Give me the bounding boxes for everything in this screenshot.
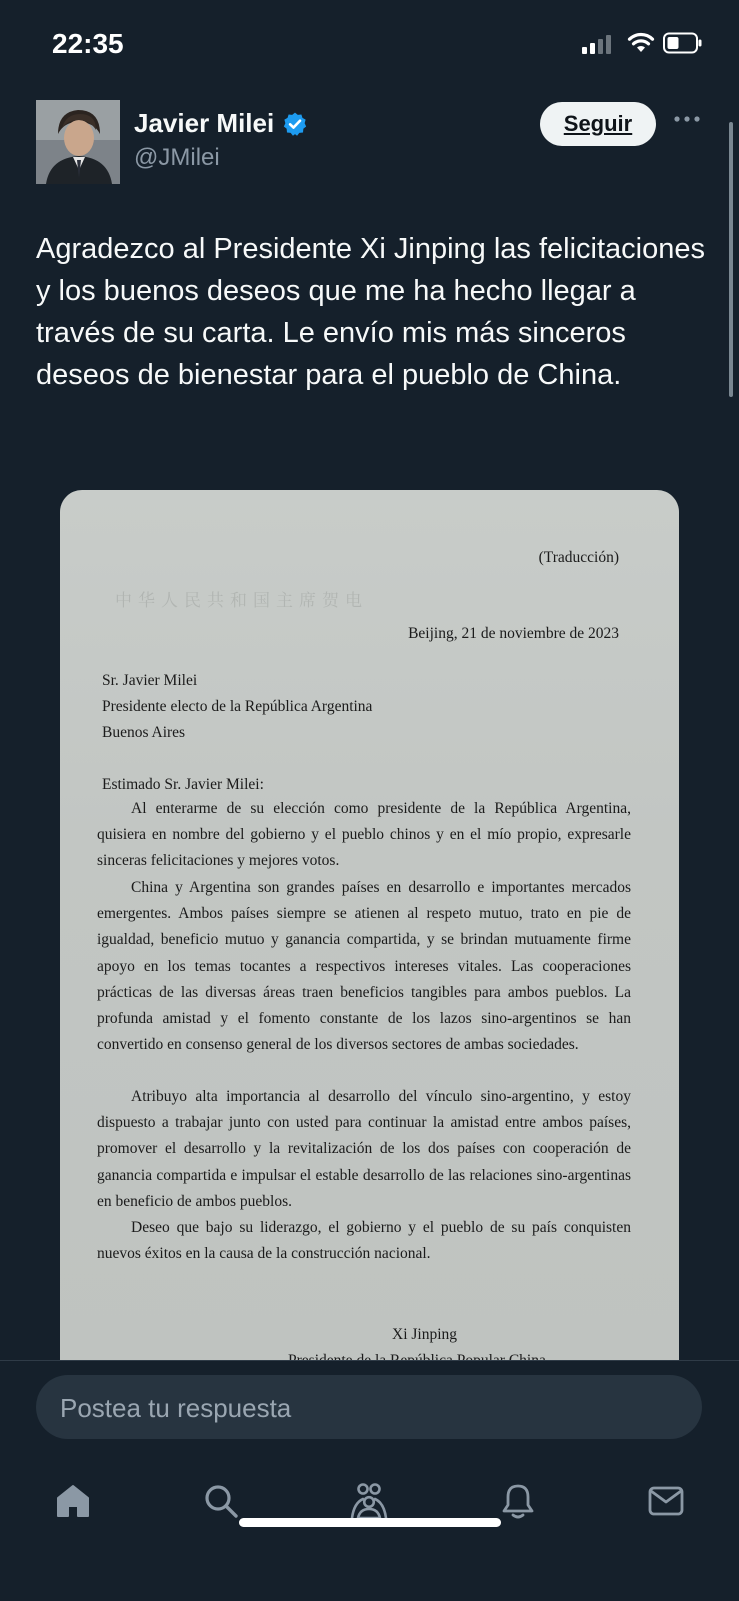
author-handle[interactable]: @JMilei <box>134 144 220 171</box>
letter-paragraph: China y Argentina son grandes países en desarrollo e importantes mercados emergentes. Ambos países siempre se atienen al respeto mutuo, trato en pie de igualdad, beneficio mutuo y ganancia compartida, y se brindan mutuamente firme apoyo en los temas tocantes a respectivos intereses vitales. Las cooperaciones prácticas de las diversas áreas traen beneficios tangibles para ambos pueblos. La profunda amistad y el fomento constante de los lazos sino-argentinos se han convertido en consenso general de los diversos sectores de ambas sociedades. <box>97 879 631 1054</box>
letter-paragraph: Deseo que bajo su liderazgo, el gobierno y el pueblo de su país conquisten nuevos éxitos en la causa de la construcción nacional. <box>97 1219 631 1263</box>
reply-box[interactable] <box>36 1375 702 1439</box>
cellular-signal-icon <box>582 34 618 54</box>
letter-recipient-line: Presidente electo de la República Argentina <box>102 698 373 715</box>
home-icon <box>53 1481 93 1521</box>
bell-icon <box>498 1481 538 1521</box>
tweet-text: Agradezco al Presidente Xi Jinping las felicitaciones y los buenos deseos que me ha hecho llegar a través de su carta. Le envío mis más sinceros deseos de bienestar para el pueblo de China. <box>36 233 705 391</box>
author-name[interactable]: Javier Milei <box>134 108 275 138</box>
nav-messages[interactable] <box>636 1471 696 1531</box>
follow-button[interactable]: Seguir <box>540 102 656 146</box>
status-bar <box>0 0 739 92</box>
reply-input[interactable] <box>58 1375 662 1441</box>
search-icon <box>201 1481 241 1521</box>
letter-date: Beijing, 21 de noviembre de 2023 <box>408 625 619 642</box>
verified-badge-icon <box>282 111 308 137</box>
letter-translation-note: (Traducción) <box>538 549 619 566</box>
scrollbar[interactable] <box>729 122 733 397</box>
home-indicator[interactable] <box>239 1518 501 1527</box>
chinese-heading-watermark: 中华人民共和国主席贺电 <box>115 591 368 610</box>
communities-icon <box>347 1481 391 1521</box>
tweet-media-letter[interactable] <box>60 490 679 1360</box>
bottom-navigation <box>0 1471 739 1541</box>
battery-icon <box>663 32 703 54</box>
letter-paragraph: Atribuyo alta importancia al desarrollo del vínculo sino-argentino, y estoy dispuesto a trabajar junto con usted para continuar la amistad entre ambos países, promover el desarrollo y la revitalización de los dos países con cooperación de ganancia compartida e impulsar el estable desarrollo de las relaciones sino-argentinas en beneficio de ambos pueblos. <box>97 1088 631 1210</box>
letter-signature: Xi Jinping <box>392 1326 458 1343</box>
letter-recipient-line: Buenos Aires <box>102 724 186 741</box>
bottom-bar <box>0 1360 739 1601</box>
avatar[interactable] <box>36 100 120 184</box>
letter-recipient-line: Sr. Javier Milei <box>102 672 198 689</box>
more-options-icon[interactable] <box>672 112 702 126</box>
status-time: 22:35 <box>52 28 124 59</box>
tweet-header <box>0 92 739 202</box>
nav-home[interactable] <box>43 1471 103 1531</box>
mail-icon <box>646 1481 686 1521</box>
author-name-row <box>134 108 308 139</box>
letter-paragraph: Al enterarme de su elección como presidente de la República Argentina, quisiera en nombre del gobierno y el pueblo chinos y en el mío propio, expresarle sinceras felicitaciones y mejores votos. <box>97 800 631 870</box>
wifi-icon <box>627 30 655 54</box>
letter-salutation: Estimado Sr. Javier Milei: <box>102 776 264 793</box>
